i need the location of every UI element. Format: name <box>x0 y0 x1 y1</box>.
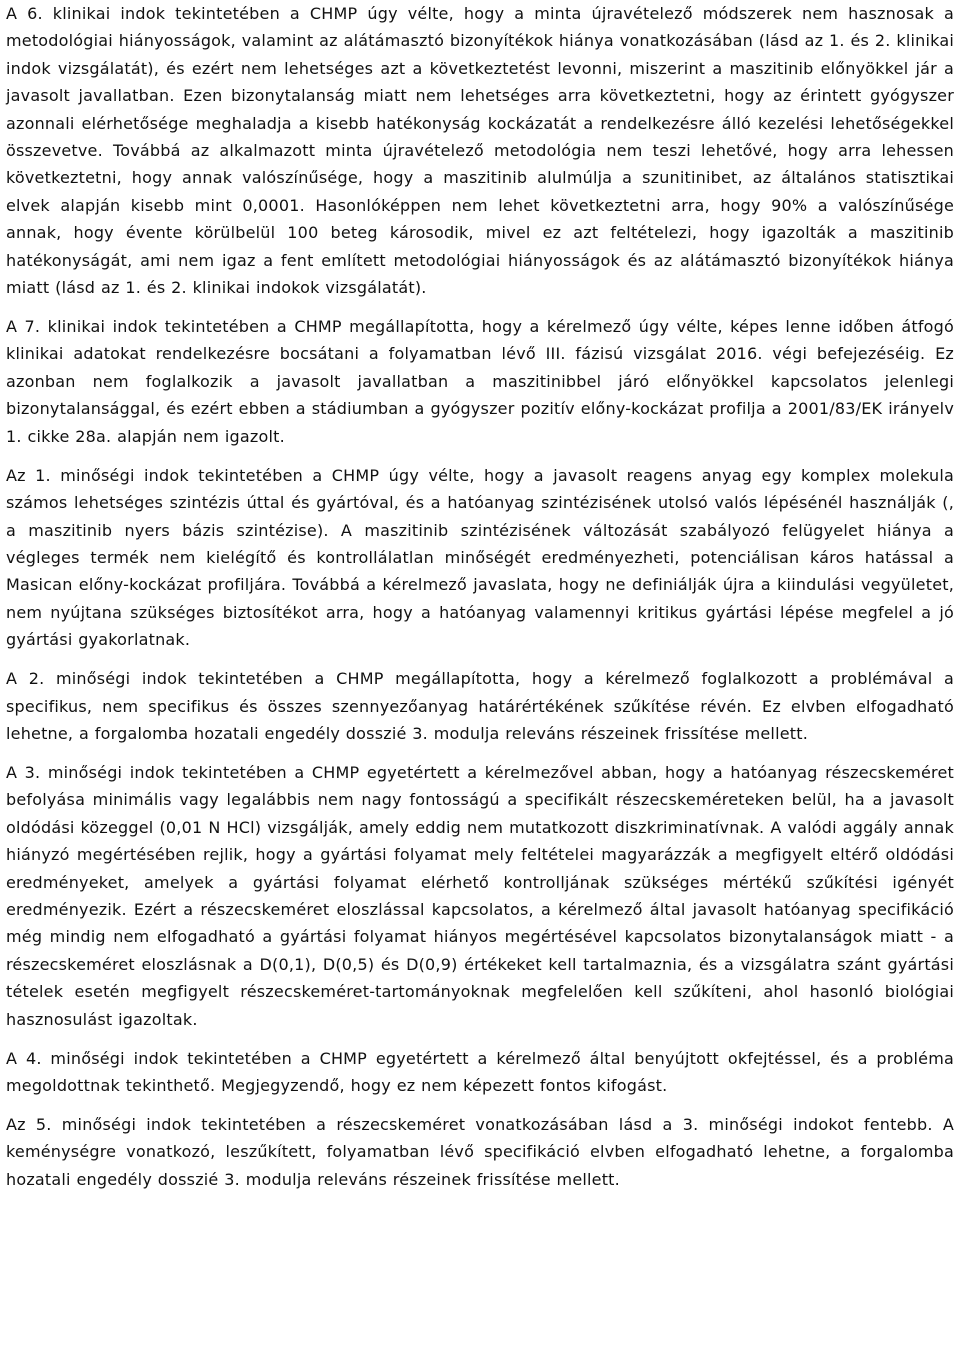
paragraph-az5: Az 5. minőségi indok tekintetében a részecskeméret vonatkozásában lásd a 3. minőségi indokot fentebb. A keménységre vonatkozó, leszűkített, folyamatban lévő specifikáció elvben elfogadható lehetne, a forgalomba hozatali engedély dosszié 3. modulja releváns részeinek frissítése mellett. <box>6 1115 954 1189</box>
paragraph-a4: A 4. minőségi indok tekintetében a CHMP egyetértett a kérelmező által benyújtott okfejtéssel, és a probléma megoldottnak tekinthető. Megjegyzendő, hogy ez nem képezett fontos kifogást. <box>6 1048 954 1095</box>
paragraph-a2: A 2. minőségi indok tekintetében a CHMP megállapította, hogy a kérelmező foglalkozott a problémával a specifikus, nem specifikus és összes szennyezőanyag határértékének szűkítése révén. Ez elvben elfogadható lehetne, a forgalomba hozatali engedély dosszié 3. modulja releváns részeinek frissítése mellett. <box>6 669 954 743</box>
paragraph-az1: Az 1. minőségi indok tekintetében a CHMP úgy vélte, hogy a javasolt reagens anyag egy komplex molekula számos lehetséges szintézis úttal és gyártóval, és a hatóanyag szintézisének utolsó valós lépésénél használják (, a maszitinib nyers bázis szintézise). A maszitinib szintézisének változását szabályozó felügyelet hiánya a végleges termék nem kielégítő és kontrollálatlan minőségét eredményezheti, potenciálisan káros hatással a Masican előny-kockázat profiljára. Továbbá a kérelmező javaslata, hogy ne definiálják újra a kiindulási vegyületet, nem nyújtana szükséges biztosítékot arra, hogy a hatóanyag valamennyi kritikus gyártási lépése megfelel a jó gyártási gyakorlatnak. <box>6 465 954 650</box>
paragraph-a7: A 7. klinikai indok tekintetében a CHMP megállapította, hogy a kérelmező úgy vélte, képes lenne időben átfogó klinikai adatokat rendelkezésre bocsátani a folyamatban lévő III. fázisú vizsgálat 2016. végi befejezéséig. Ez azonban nem foglalkozik a javasolt javallatban a maszitinibbel járó előnyökkel kapcsolatos jelenlegi bizonytalansággal, és ezért ebben a stádiumban a gyógyszer pozitív előny-kockázat profilja a 2001/83/EK irányelv 1. cikke 28a. alapján nem igazolt. <box>6 317 954 446</box>
paragraph-a6: A 6. klinikai indok tekintetében a CHMP úgy vélte, hogy a minta újravételező módszerek nem hasznosak a metodológiai hiányosságok, valamint az alátámasztó bizonyítékok hiánya vonatkozásában (lásd az 1. és 2. klinikai indok vizsgálatát), és ezért nem lehetséges azt a következtetést levonni, miszerint a maszitinib előnyökkel jár a javasolt javallatban. Ezen bizonytalanság miatt nem lehetséges arra következtetni, hogy az érintett gyógyszer azonnali elérhetősége meghaladja a kisebb hatékonyság kockázatát a rendelkezésre álló kezelési lehetőségekkel összevetve. Továbbá az alkalmazott minta újravételező metodológia nem teszi lehetővé, hogy arra lehessen következtetni, hogy annak valószínűsége, hogy a maszitinib alulmúlja a szunitinibet, az általános statisztikai elvek alapján kisebb mint 0,0001. Hasonlóképpen nem lehet következtetni arra, hogy 90% a valószínűsége annak, hogy évente körülbelül 100 beteg károsodik, mivel ez azt feltételezi, hogy igazolták a maszitinib hatékonyságát, ami nem igaz a fent említett metodológiai hiányosságok és az alátámasztó bizonyítékok hiánya miatt (lásd az 1. és 2. klinikai indokok vizsgálatát). <box>6 4 954 298</box>
paragraph-a3: A 3. minőségi indok tekintetében a CHMP egyetértett a kérelmezővel abban, hogy a hatóanyag részecskeméret befolyása minimális vagy legalábbis nem nagy fontosságú a specifikált részecskeméreteken belül, ha a javasolt oldódási közeggel (0,01 N HCl) vizsgálják, amely eddig nem mutatkozott diszkriminatívnak. A valódi aggály annak hiányzó megértésében rejlik, hogy a gyártási folyamat mely feltételei magyarázzák a megfigyelt eltérő oldódási eredményeket, amelyek a gyártási folyamat elérhető kontrolljának szükséges mértékű szűkítési igényét eredményezik. Ezért a részecskeméret eloszlással kapcsolatos, a kérelmező által javasolt hatóanyag specifikáció még mindig nem elfogadható a gyártási folyamat hiányos megértésével kapcsolatos bizonytalanságok miatt - a részecskeméret eloszlásnak a D(0,1), D(0,5) és D(0,9) értékeket kell tartalmaznia, és a vizsgálatra szánt gyártási tételek esetén megfigyelt részecskeméret-tartományoknak megfelelően kell szűkíteni, ahol hasonló biológiai hasznosulást igazoltak. <box>6 762 954 1029</box>
